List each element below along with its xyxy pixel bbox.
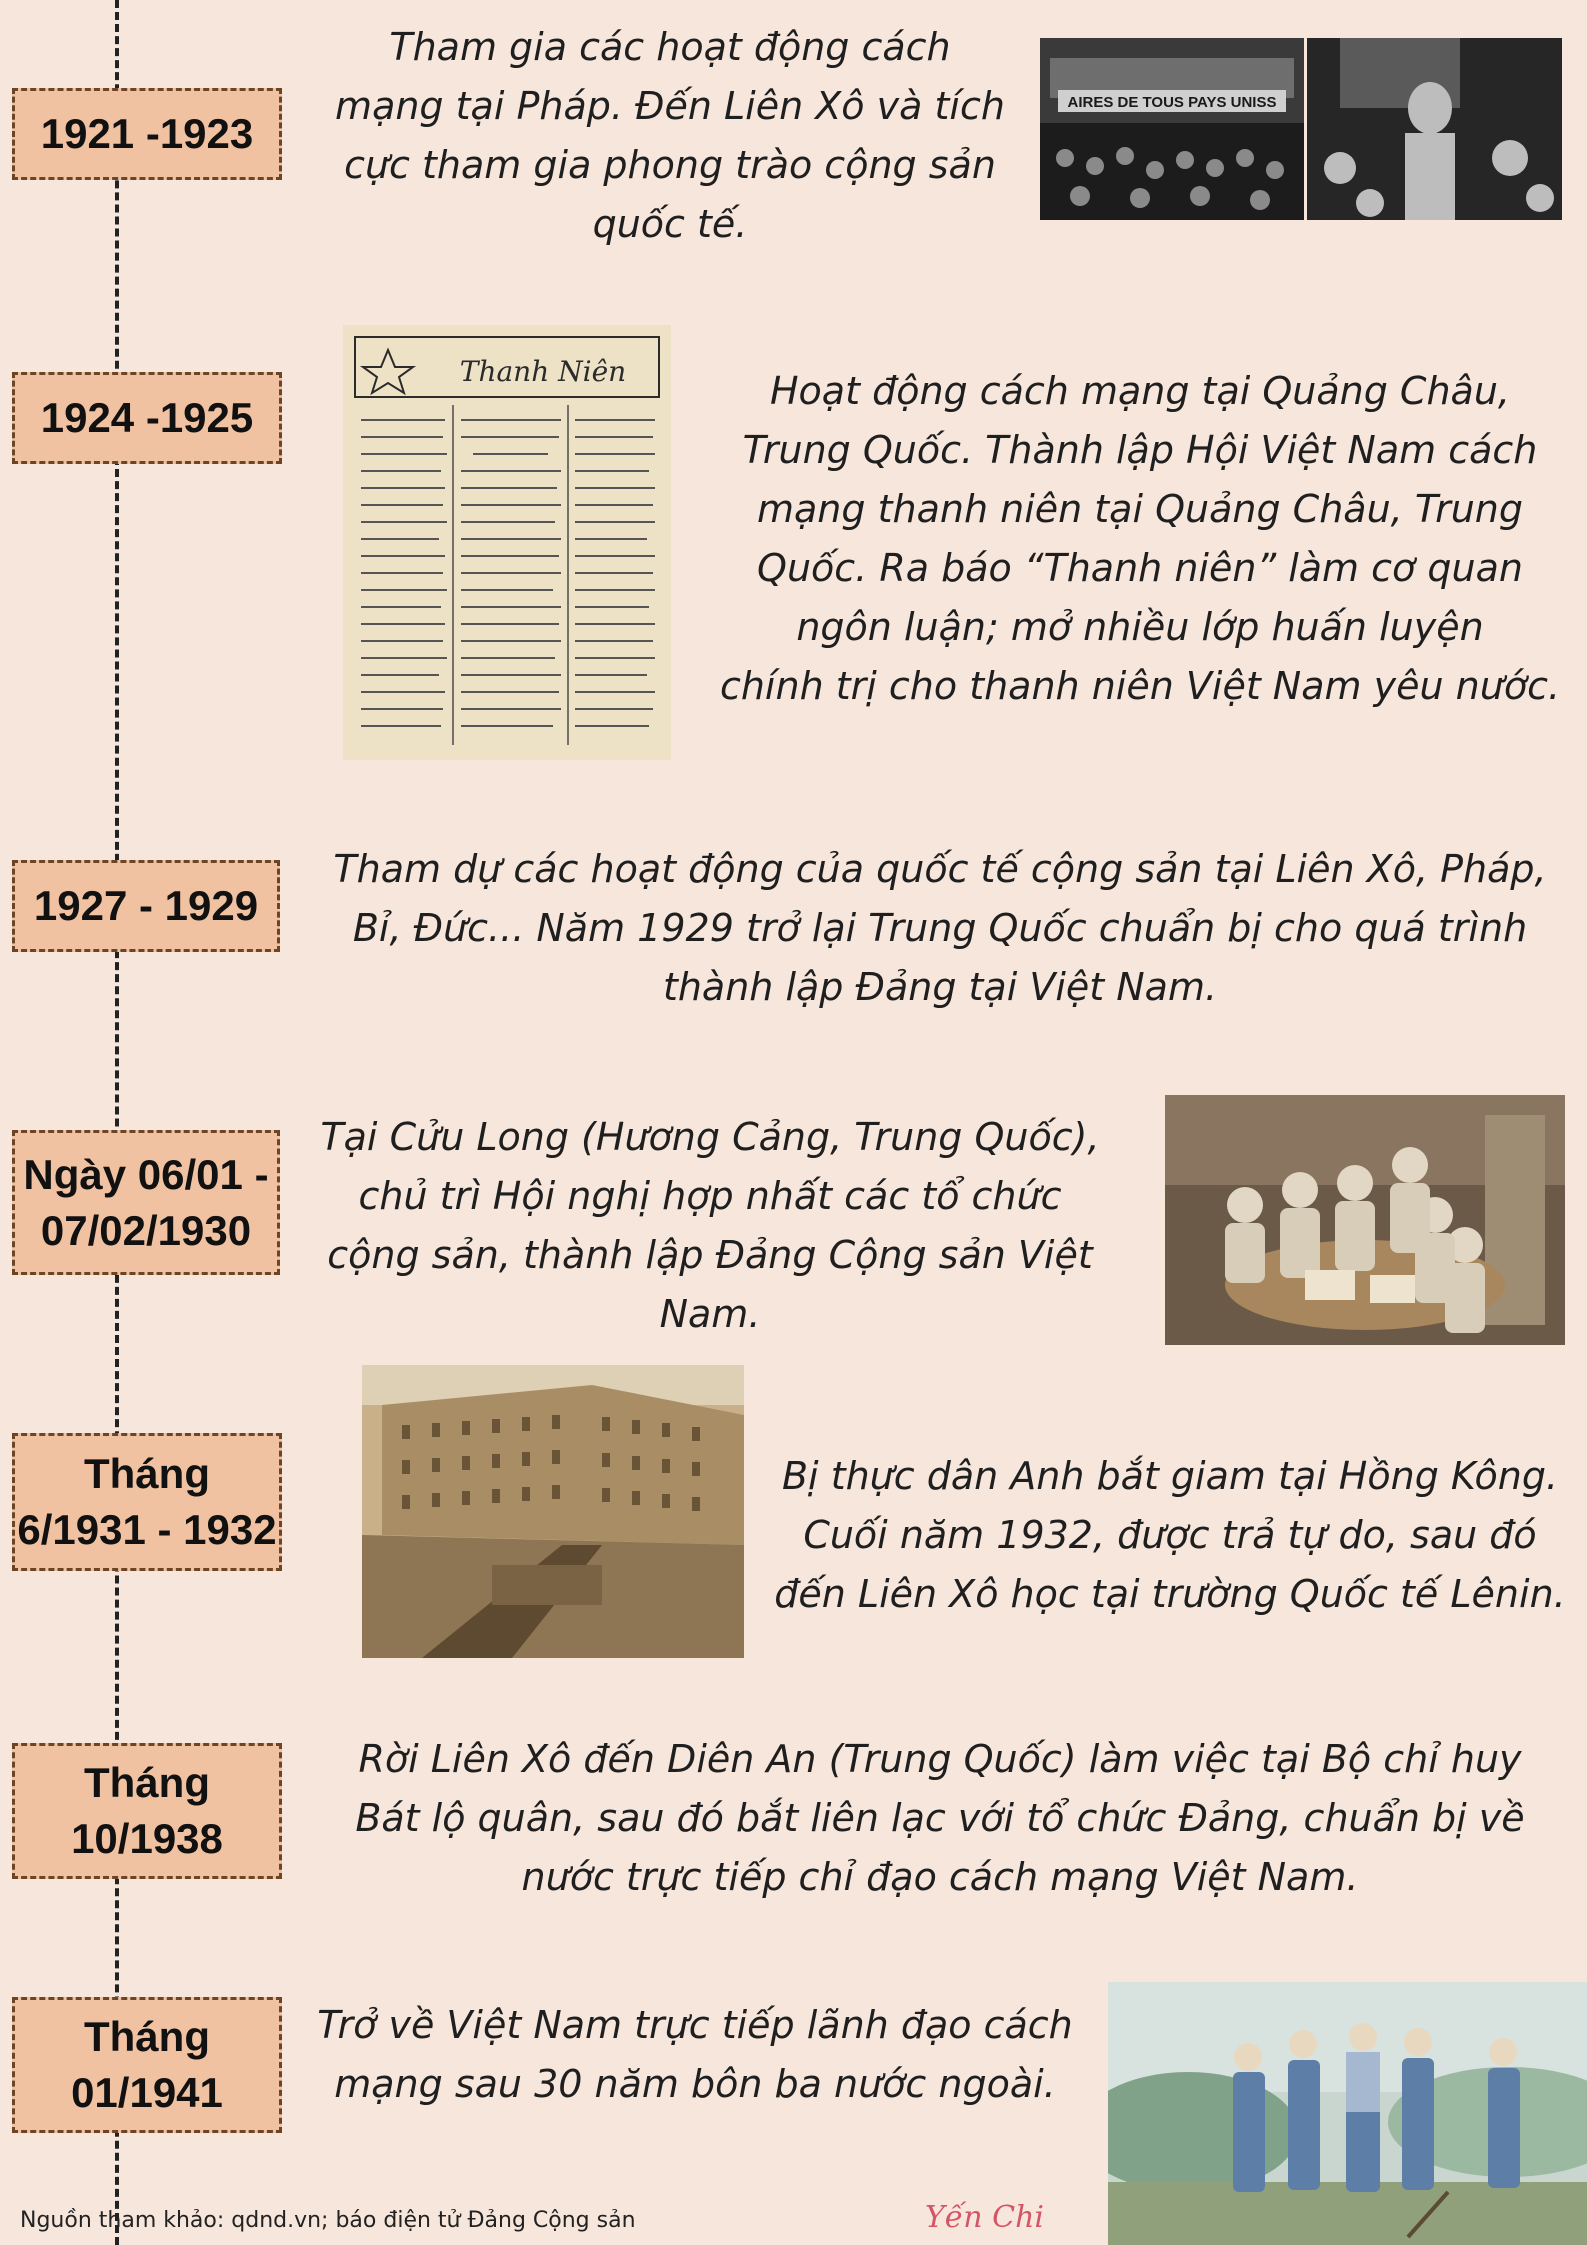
text-line: Cuối năm 1932, được trả tự do, sau đó bbox=[803, 1513, 1537, 1557]
date-box-1927 bbox=[12, 860, 280, 952]
author-signature: Yến Chi bbox=[925, 2200, 1044, 2235]
date-label: 1924 -1925 bbox=[40, 394, 254, 441]
date-label: 1927 - 1929 bbox=[33, 882, 259, 929]
text-line: ngôn luận; mở nhiều lớp huấn luyện bbox=[796, 605, 1484, 649]
text-line: Hoạt động cách mạng tại Quảng Châu, bbox=[769, 369, 1511, 413]
text-line: mạng sau 30 năm bôn ba nước ngoài. bbox=[334, 2062, 1056, 2106]
date-label: 6/1931 - 1932 bbox=[17, 1506, 277, 1553]
banner-text: AIRES DE TOUS PAYS UNISS bbox=[1067, 94, 1277, 111]
newspaper-thanh-nien-image bbox=[343, 325, 671, 760]
text-line: quốc tế. bbox=[592, 202, 748, 246]
date-label: 10/1938 bbox=[71, 1815, 223, 1862]
text-line: Tham gia các hoạt động cách bbox=[389, 25, 951, 69]
timeline-line bbox=[115, 0, 119, 2245]
text-line: Bát lộ quân, sau đó bắt liên lạc với tổ chức Đảng, chuẩn bị về bbox=[355, 1796, 1525, 1840]
source-credit: Nguồn tham khảo: qdnd.vn; báo điện tử Đảng Cộng sản bbox=[20, 2208, 636, 2233]
text-line: cực tham gia phong trào cộng sản bbox=[344, 143, 996, 187]
text-line: Bỉ, Đức... Năm 1929 trở lại Trung Quốc chuẩn bị cho quá trình bbox=[352, 906, 1528, 950]
text-line: cộng sản, thành lập Đảng Cộng sản Việt Nam. bbox=[327, 1233, 1093, 1336]
text-line: Trung Quốc. Thành lập Hội Việt Nam cách bbox=[742, 428, 1538, 472]
event-text-1927 bbox=[330, 840, 1550, 1017]
text-line: thành lập Đảng tại Việt Nam. bbox=[662, 965, 1218, 1009]
date-label: Tháng bbox=[84, 2013, 210, 2060]
text-line: mạng tại Pháp. Đến Liên Xô và tích bbox=[335, 84, 1005, 128]
event-text-1924 bbox=[700, 362, 1580, 716]
event-text-1921 bbox=[320, 18, 1020, 254]
text-line: chính trị cho thanh niên Việt Nam yêu nước. bbox=[719, 664, 1561, 708]
date-box-1924 bbox=[12, 372, 282, 464]
event-text-1938 bbox=[330, 1730, 1550, 1907]
date-label: 07/02/1930 bbox=[40, 1206, 252, 1254]
event-text-1931 bbox=[770, 1447, 1570, 1624]
text-line: nước trực tiếp chỉ đạo cách mạng Việt Nam. bbox=[521, 1855, 1359, 1899]
text-line: Tham dự các hoạt động của quốc tế cộng sản tại Liên Xô, Pháp, bbox=[333, 847, 1547, 891]
text-line: chủ trì Hội nghị hợp nhất các tổ chức bbox=[358, 1174, 1062, 1218]
congress-photo bbox=[1040, 38, 1562, 220]
date-label: 01/1941 bbox=[71, 2069, 223, 2116]
party-founding-painting bbox=[1165, 1095, 1565, 1345]
date-label: Tháng bbox=[84, 1450, 210, 1497]
text-line: Bị thực dân Anh bắt giam tại Hồng Kông. bbox=[781, 1454, 1559, 1498]
date-label: Ngày 06/01 - bbox=[23, 1150, 269, 1198]
text-line: Tại Cửu Long (Hương Cảng, Trung Quốc), bbox=[320, 1115, 1100, 1159]
date-box-1930 bbox=[12, 1130, 280, 1275]
text-line: đến Liên Xô học tại trường Quốc tế Lênin. bbox=[774, 1572, 1566, 1616]
prison-photo bbox=[362, 1365, 744, 1658]
event-text-1930 bbox=[280, 1108, 1140, 1344]
text-line: Quốc. Ra báo “Thanh niên” làm cơ quan bbox=[757, 546, 1523, 590]
text-line: mạng thanh niên tại Quảng Châu, Trung bbox=[757, 487, 1523, 531]
newspaper-title: Thanh Niên bbox=[459, 355, 627, 388]
date-box-1931 bbox=[12, 1433, 282, 1571]
date-box-1941 bbox=[12, 1997, 282, 2133]
date-label: Tháng bbox=[84, 1759, 210, 1806]
event-text-1941 bbox=[305, 1996, 1085, 2114]
return-painting bbox=[1108, 1982, 1587, 2245]
date-box-1938 bbox=[12, 1743, 282, 1879]
date-box-1921 bbox=[12, 88, 282, 180]
date-label: 1921 -1923 bbox=[40, 110, 254, 157]
text-line: Rời Liên Xô đến Diên An (Trung Quốc) làm việc tại Bộ chỉ huy bbox=[358, 1737, 1522, 1781]
text-line: Trở về Việt Nam trực tiếp lãnh đạo cách bbox=[317, 2003, 1073, 2047]
